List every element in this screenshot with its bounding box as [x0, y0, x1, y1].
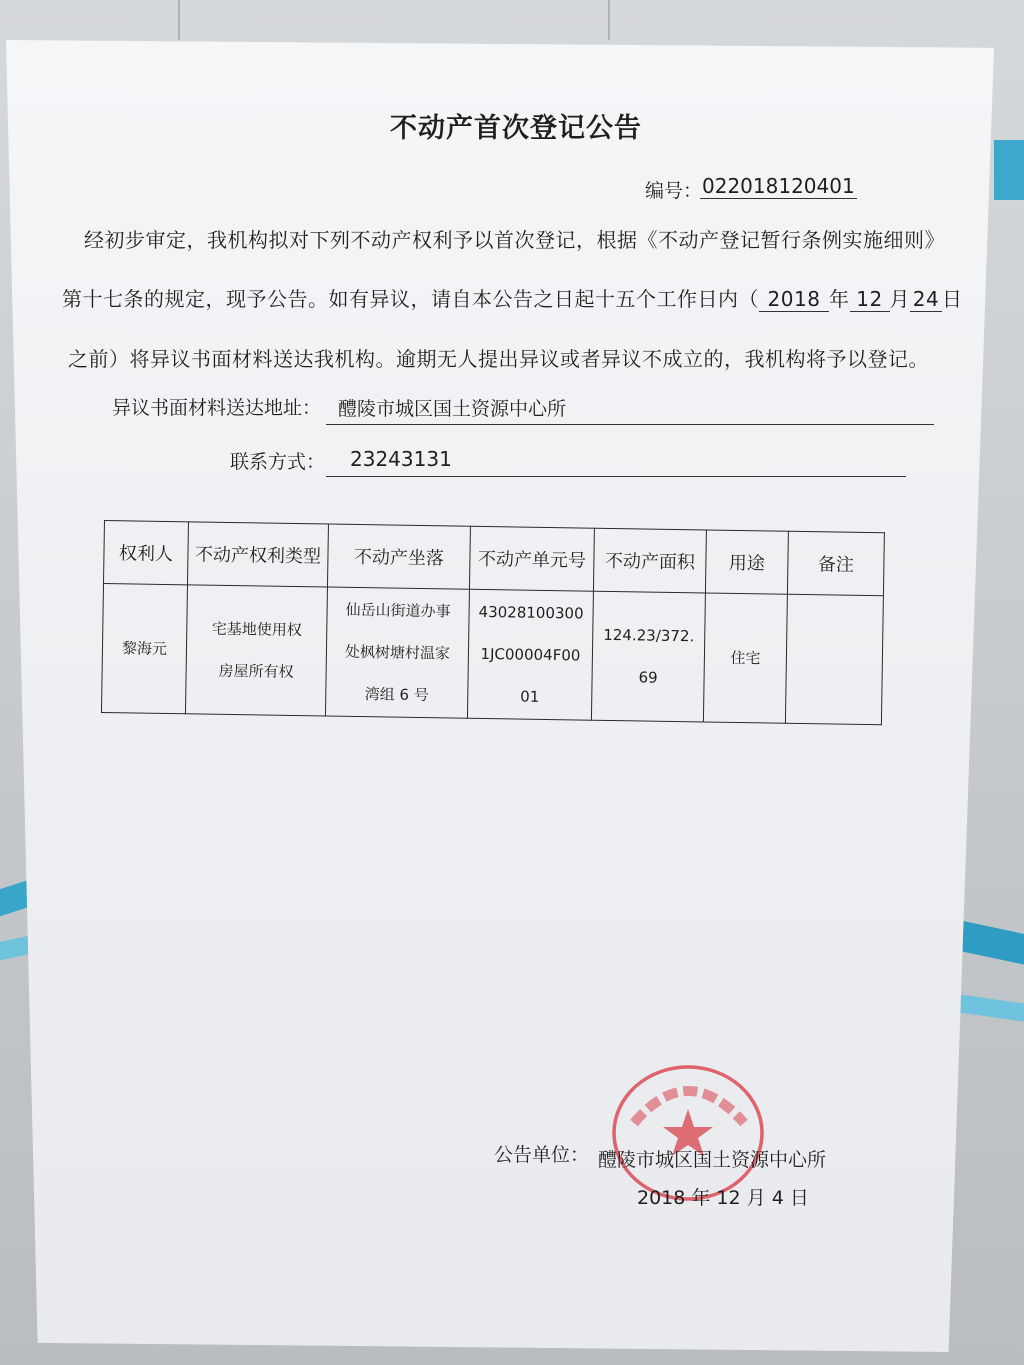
cell-usage: 住宅	[703, 593, 787, 723]
wall-panel-seam	[608, 0, 610, 40]
location-line-2: 处枫树塘村温家	[344, 642, 451, 663]
wall-panel-seam	[178, 0, 180, 40]
notice-paragraph-line-2	[62, 283, 963, 312]
wall-stripe	[994, 140, 1024, 200]
header-usage: 用途	[705, 530, 788, 594]
unit-no-line-2: 1JC00004F00	[480, 644, 581, 665]
unit-no-line-1: 43028100300	[478, 602, 584, 623]
cell-unit-no	[467, 589, 593, 720]
day-char: 日	[942, 287, 963, 311]
objection-address-label: 异议书面材料送达地址：	[112, 397, 322, 419]
deadline-year: 2018	[759, 287, 829, 312]
property-table	[101, 520, 884, 725]
right-type-line-2: 房屋所有权	[218, 661, 294, 681]
unit-no-line-3: 01	[520, 687, 540, 706]
header-right-type: 不动产权利类型	[187, 522, 328, 587]
serial-number: 022018120401	[702, 174, 855, 198]
location-line-1: 仙岳山街道办事	[345, 600, 451, 621]
cell-remark	[785, 594, 883, 724]
issuer-name: 醴陵市城区国土资源中心所	[598, 1149, 827, 1171]
right-type-line-1: 宅基地使用权	[211, 619, 302, 640]
header-area: 不动产面积	[593, 528, 706, 593]
cell-owner: 黎海元	[101, 584, 187, 714]
deadline-month: 12	[850, 287, 890, 312]
header-unit-no: 不动产单元号	[469, 526, 594, 591]
header-location: 不动产坐落	[327, 524, 470, 589]
location-line-3: 湾组 6 号	[364, 685, 429, 705]
contact-label: 联系方式：	[230, 451, 326, 473]
notice-title: 不动产首次登记公告	[390, 113, 642, 144]
header-owner: 权利人	[104, 521, 189, 585]
address-underline	[326, 424, 934, 425]
issuer-label: 公告单位：	[494, 1144, 590, 1166]
contact-underline	[326, 476, 906, 477]
deadline-day: 24	[910, 287, 942, 312]
serial-label: 编号：	[645, 180, 703, 202]
area-line-1: 124.23/372.	[603, 625, 695, 646]
issue-date: 2018 年 12 月 4 日	[637, 1187, 809, 1209]
cell-right-type	[185, 585, 327, 716]
contact-number: 23243131	[350, 447, 452, 471]
area-line-2: 69	[638, 668, 658, 687]
table-row	[101, 584, 883, 725]
objection-address: 醴陵市城区国土资源中心所	[338, 398, 567, 420]
header-remark: 备注	[787, 531, 884, 596]
cell-area	[591, 591, 705, 722]
official-seal-icon	[610, 1063, 766, 1203]
notice-paragraph-line-2-text: 第十七条的规定，现予公告。如有异议，请自本公告之日起十五个工作日内（	[62, 287, 759, 311]
cell-location	[325, 587, 469, 718]
year-char: 年	[829, 287, 850, 311]
month-char: 月	[889, 287, 910, 311]
notice-paragraph-line-3: 之前）将异议书面材料送达我机构。逾期无人提出异议或者异议不成立的，我机构将予以登记。	[68, 347, 929, 371]
notice-paragraph-line-1: 经初步审定，我机构拟对下列不动产权利予以首次登记，根据《不动产登记暂行条例实施细则》	[84, 228, 945, 252]
